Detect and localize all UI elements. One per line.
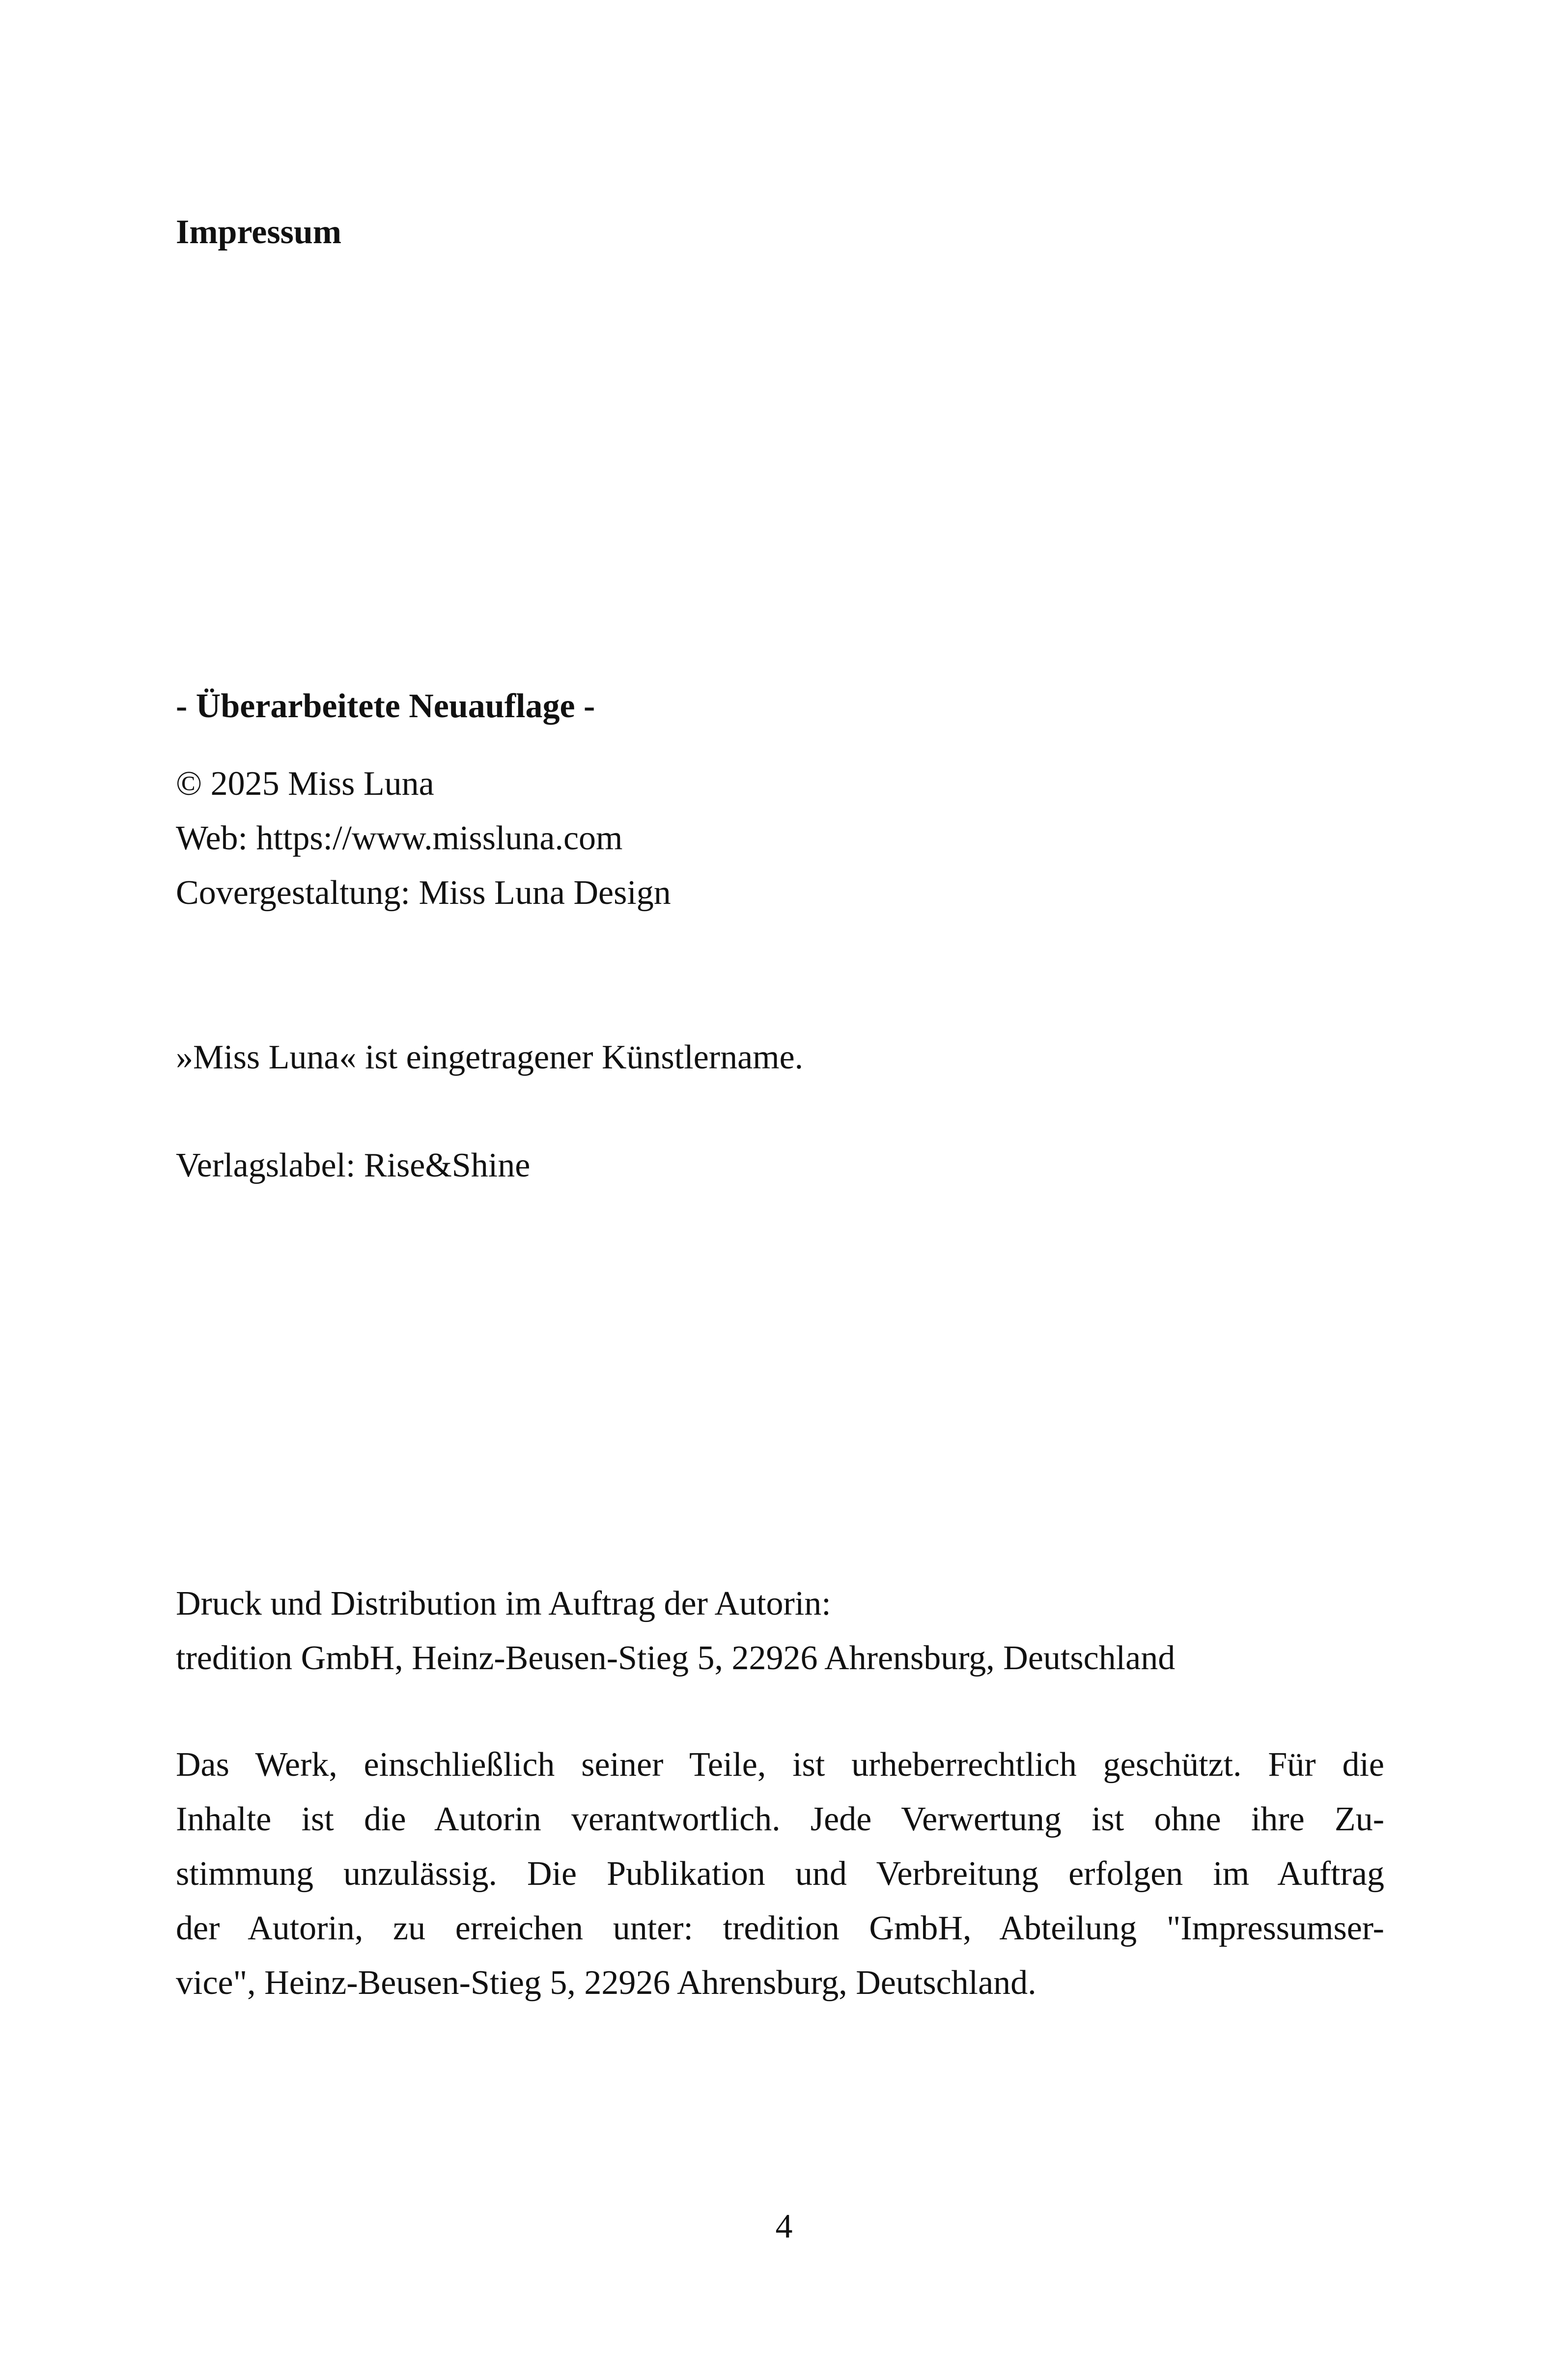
legal-notice-line: der Autorin, zu erreichen unter: tredition GmbH, Abteilung "Impressumser- — [176, 1909, 1384, 1947]
legal-notice-line: stimmung unzulässig. Die Publikation und Verbreitung erfolgen im Auftrag — [176, 1855, 1384, 1893]
print-distribution-heading: Druck und Distribution im Auftrag der Autorin: — [176, 1585, 831, 1623]
publisher-label-line: Verlagslabel: Rise&Shine — [176, 1147, 531, 1184]
website-line: Web: https://www.missluna.com — [176, 819, 623, 857]
edition-note: - Überarbeitete Neuauflage - — [176, 687, 595, 725]
cover-design-line: Covergestaltung: Miss Luna Design — [176, 874, 671, 912]
legal-notice — [176, 1743, 1384, 2015]
legal-notice-line: Inhalte ist die Autorin verantwortlich. Jede Verwertung ist ohne ihre Zu- — [176, 1800, 1384, 1838]
print-distribution-address: tredition GmbH, Heinz-Beusen-Stieg 5, 22926 Ahrensburg, Deutschland — [176, 1639, 1176, 1677]
copyright-line: © 2025 Miss Luna — [176, 765, 434, 803]
legal-notice-line: Das Werk, einschließlich seiner Teile, ist urheberrechtlich geschützt. Für die — [176, 1746, 1384, 1784]
legal-notice-line: vice", Heinz-Beusen-Stieg 5, 22926 Ahrensburg, Deutschland. — [176, 1964, 1036, 2002]
artist-name-note: »Miss Luna« ist eingetragener Künstlername. — [176, 1038, 804, 1076]
page-number: 4 — [775, 2208, 793, 2245]
page-title: Impressum — [176, 213, 342, 251]
